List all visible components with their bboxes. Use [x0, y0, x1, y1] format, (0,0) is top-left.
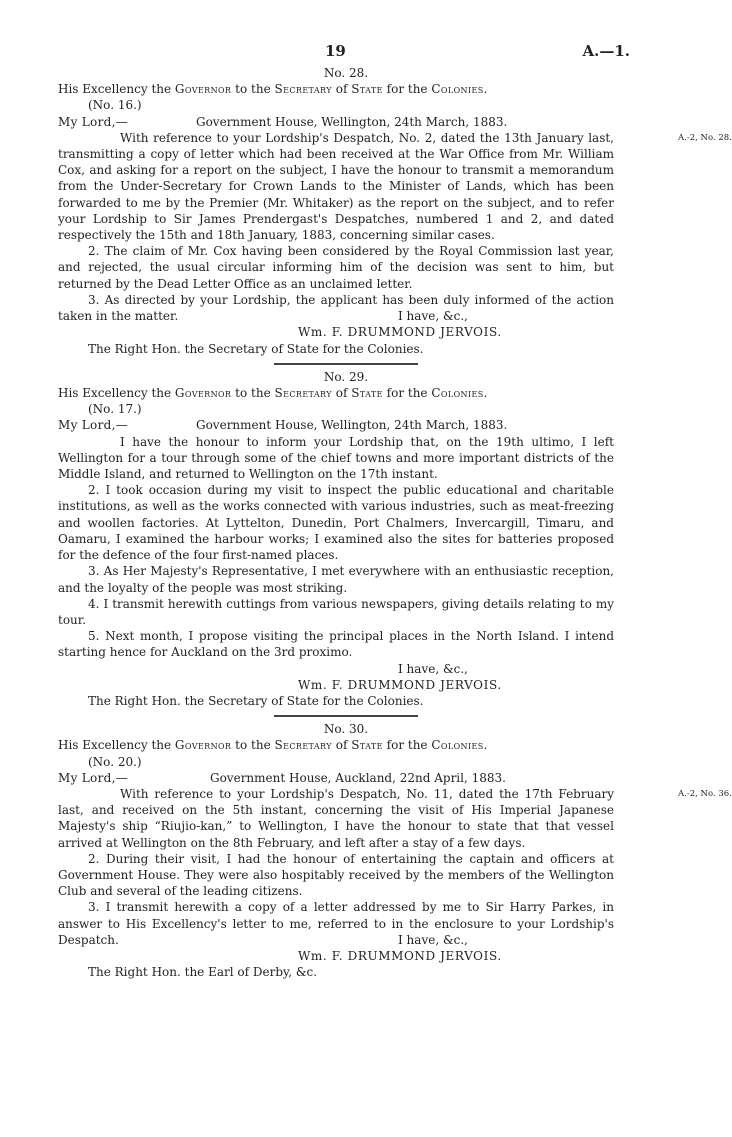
closing: I have, &c.,	[398, 309, 468, 324]
paragraph: 3. As directed by your Lordship, the applicant has been duly informed of the action taken in the matter.	[58, 292, 614, 324]
margin-reference: A.-2, No. 36.	[678, 788, 732, 799]
document-page	[58, 40, 732, 981]
signature: Wm. F. DRUMMOND JERVOIS.	[298, 949, 502, 964]
salutation: My Lord,—	[58, 770, 129, 785]
paragraph: 5. Next month, I propose visiting the principal places in the North Island. I intend starting hence for Auckland on the 3rd proximo.	[58, 629, 614, 660]
paragraph: 3. As Her Majesty's Representative, I met everywhere with an enthusiastic reception, and the loyalty of the people was most striking.	[58, 564, 614, 595]
salutation-line	[58, 114, 614, 130]
despatch-ref-number: (No. 16.)	[88, 98, 142, 113]
salutation: My Lord,—	[58, 418, 129, 433]
section-divider	[274, 363, 418, 365]
despatch-number: No. 29.	[323, 369, 369, 384]
salutation-line	[58, 417, 614, 433]
section-divider	[274, 715, 418, 717]
paragraph: A.-2, No. 36. With reference to your Lordship's Despatch, No. 11, dated the 17th February last, and received on the 5th instant, concerning the visit of His Imperial Japanese Majesty's ship “Riujio-kan,” to Wellington, I have the honour to state that that vessel arrived at Wellington on the 8th February, and left after a stay of a few days.	[58, 786, 732, 850]
despatch-29	[58, 369, 614, 709]
closing: I have, &c.,	[398, 932, 468, 947]
signature: Wm. F. DRUMMOND JERVOIS.	[298, 677, 502, 692]
paragraph: 2. During their visit, I had the honour of entertaining the captain and officers at Government House. They were also hospitably received by the members of the Wellington Club and several of the leading citizens.	[58, 851, 614, 899]
despatch-heading: His Excellency the Governor to the Secretary of State for the Colonies.	[58, 82, 488, 97]
paragraph: 2. The claim of Mr. Cox having been considered by the Royal Commission last year, and rejected, the usual circular informing him of the decision was sent to him, but returned by the Dead Letter Office as an unclaimed letter.	[58, 244, 614, 291]
paragraph: I have the honour to inform your Lordship that, on the 19th ultimo, I left Wellington for a tour through some of the chief towns and more important districts of the Middle Island, and returned to Wellington on the 17th instant.	[58, 434, 614, 482]
paragraph: A.-2, No. 28. With reference to your Lordship's Despatch, No. 2, dated the 13th January last, transmitting a copy of letter which had been received at the War Office from Mr. William Cox, and asking for a report on the subject, I have the honour to transmit a memorandum from the Under-Secretary for Crown Lands to the Minister of Lands, which has been forwarded to me by the Premier (Mr. Whitaker) as the report on the subject, and to refer your Lordship to Sir James Prendergast's Despatches, numbered 1 and 2, and dated respectively the 15th and 18th January, 1883, concerning similar cases.	[58, 130, 732, 243]
despatch-heading: His Excellency the Governor to the Secretary of State for the Colonies.	[58, 738, 488, 753]
despatch-heading: His Excellency the Governor to the Secretary of State for the Colonies.	[58, 386, 488, 401]
paragraph: 4. I transmit herewith cuttings from various newspapers, giving details relating to my tour.	[58, 596, 614, 627]
margin-reference: A.-2, No. 28.	[678, 132, 732, 143]
paragraph: 3. I transmit herewith a copy of a letter addressed by me to Sir Harry Parkes, in answer to His Excellency's letter to me, referred to in the enclosure to your Lordship's Despatch.	[58, 900, 614, 947]
salutation: My Lord,—	[58, 114, 129, 129]
paper-reference: A.—1.	[582, 42, 630, 60]
despatch-ref-number: (No. 17.)	[88, 402, 142, 417]
addressee: The Right Hon. the Earl of Derby, &c.	[88, 965, 318, 980]
addressee: The Right Hon. the Secretary of State for the Colonies.	[88, 693, 424, 708]
addressee: The Right Hon. the Secretary of State for the Colonies.	[88, 341, 424, 356]
page-header	[58, 40, 630, 62]
despatch-ref-number: (No. 20.)	[88, 754, 142, 769]
place-date: Government House, Auckland, 22nd April, 1883.	[210, 770, 506, 785]
page-number: 19	[325, 42, 346, 60]
despatch-30	[58, 721, 732, 980]
despatch-number: No. 30.	[323, 722, 369, 737]
signature: Wm. F. DRUMMOND JERVOIS.	[298, 325, 502, 340]
despatch-28	[58, 65, 732, 357]
place-date: Government House, Wellington, 24th March, 1883.	[196, 114, 508, 129]
salutation-line	[58, 770, 614, 786]
place-date: Government House, Wellington, 24th March, 1883.	[196, 418, 508, 433]
closing: I have, &c.,	[398, 661, 468, 676]
despatch-number: No. 28.	[323, 66, 369, 80]
paragraph: 2. I took occasion during my visit to inspect the public educational and charitable institutions, as well as the works connected with various industries, such as meat-freezing and woollen factories. At Lyttelton, Dunedin, Port Chalmers, Invercargill, Timaru, and Oamaru, I examined the harbour works; I examined also the sites for batteries proposed for the defence of the four first-named places.	[58, 483, 614, 563]
